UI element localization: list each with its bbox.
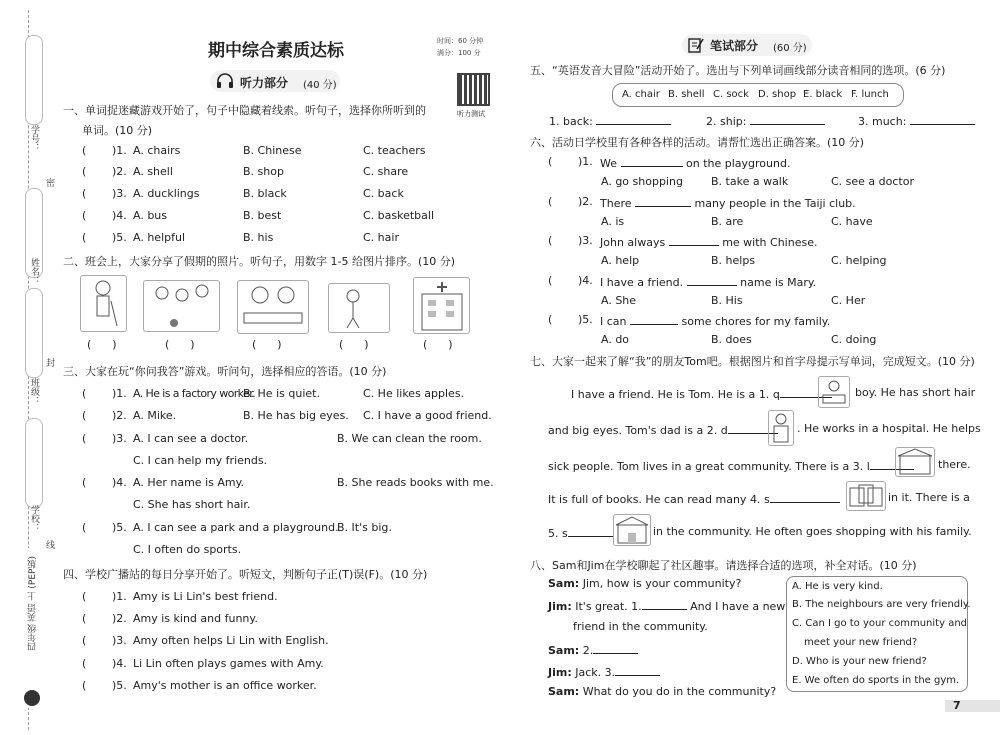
student-no-label: 学号： [29,125,39,152]
s3-paren-4[interactable]: ( [82,476,87,489]
speaker-sam: Sam: [548,577,580,590]
seal-mi: 密 [44,178,54,187]
s6-opt-b-1[interactable]: B. take a walk [711,175,789,188]
s8-line-1 [548,577,741,590]
s1-paren-5[interactable]: ( [82,231,87,244]
exam-score: 满分：100 分 [437,49,481,57]
s1-instruction: 一、单词捉迷藏游戏开始了，句子中隐藏着线索。听句子，选择你所听到的 [63,104,426,117]
s7-line-1 [571,386,832,401]
s5-q3-label: 3. much: [858,115,907,128]
s5-instruction: 五、“英语发音大冒险”活动开始了。选出与下列单词画线部分读音相同的选项。(6 分) [530,64,946,77]
s4-paren-4[interactable]: ( [82,657,87,670]
class-box[interactable] [25,288,43,378]
s6-opt-b-3[interactable]: B. helps [711,254,756,267]
s8-blank-3[interactable] [615,664,660,676]
s5-option-6: F. lunch [851,89,889,100]
s3-num-5: )5. [112,521,127,534]
s7-h2: d [720,424,728,437]
s3-paren-1[interactable]: ( [82,387,87,400]
pencil-note-icon [688,37,704,53]
s6-paren-2[interactable]: ( [548,194,553,208]
qr-caption: 听力测试 [457,110,485,118]
s6-sentence-2 [600,195,856,210]
s4-text-3: Amy often helps Li Lin with English. [133,634,329,647]
s1-num-2: )2. [112,165,127,178]
s3-opt-a-4[interactable]: A. Her name is Amy. [133,476,245,489]
s1-paren-4[interactable]: ( [82,209,87,222]
s3-opt-a-2[interactable]: A. Mike. [133,409,177,422]
s6-opt-c-5[interactable]: C. doing [831,333,877,346]
s4-text-1: Amy is Li Lin's best friend. [133,590,278,603]
s1-opt-a-2[interactable]: A. shell [133,165,173,178]
s1-opt-a-1[interactable]: A. chairs [133,144,181,157]
s6-post-5: some chores for my family. [681,315,831,328]
s6-num-2: )2. [578,194,593,208]
listening-title: 听力部分 [240,76,289,90]
s1-num-3: )3. [112,187,127,200]
s7-n1: 1. [758,388,770,401]
s4-paren-5[interactable]: ( [82,679,87,692]
s5-option-2: B. shell [668,89,705,100]
s7-l4b: in it. There is a [888,491,970,504]
s8-instruction: 八、Sam和Jim在学校聊起了社区趣事。请选择合适的选项，补全对话。(10 分) [530,559,917,572]
student-no-box[interactable] [25,35,43,125]
s5-option-4: D. shop [758,89,797,100]
s8-option-2: B. The neighbours are very friendly. [792,599,971,610]
s6-post-2: many people in the Taiji club. [694,196,856,210]
s5-q2-blank[interactable] [750,113,825,125]
s8-option-6: E. We often do sports in the gym. [792,675,960,686]
s5-q2-label: 2. ship: [706,115,747,128]
picture-supermarket [613,514,651,546]
s6-opt-c-4[interactable]: C. Her [831,293,866,307]
s8-d2n: 1. [631,600,642,613]
s1-opt-b-1[interactable]: B. Chinese [243,144,302,157]
s6-instruction: 六、活动日学校里有各种各样的活动。请帮忙选出正确答案。(10 分) [530,136,865,149]
s8-d2b: And I have a new [690,600,786,613]
s7-l5b: in the community. He often goes shopping with his family. [653,525,972,538]
s1-opt-a-4[interactable]: A. bus [133,209,168,222]
s3-opt-c-5[interactable]: C. I often do sports. [133,543,242,556]
s3-opt-c-4[interactable]: C. She has short hair. [133,498,251,511]
s8-d4: Jack. 3. [575,666,616,679]
s8-line-5 [548,685,776,698]
s7-h5: s [562,527,568,540]
s3-opt-a-3[interactable]: A. I can see a doctor. [133,432,249,445]
s1-num-4: )4. [112,209,127,222]
speaker-sam-2: Sam: [548,644,580,657]
s5-q3-blank[interactable] [910,113,975,125]
speaker-sam-3: Sam: [548,685,580,698]
s6-pre-2: There [600,196,632,210]
s7-l1b: boy. He has short hair [855,386,976,399]
s4-num-1: )1. [112,590,127,603]
s6-opt-a-2[interactable]: A. is [601,214,625,228]
s6-num-4: )4. [578,273,593,287]
binding-label: 四年级 英语 上 (PEP版) [28,556,38,652]
s3-opt-b-1[interactable]: B. He is quiet. [243,387,320,400]
picture-hospital [413,277,470,334]
s6-opt-b-4[interactable]: B. His [711,293,743,307]
picture-doctor [768,410,794,446]
s1-opt-a-5[interactable]: A. helpful [133,231,186,244]
s7-blank-5[interactable] [568,525,613,537]
s6-pre-5: I can [600,315,627,328]
s4-num-3: )3. [112,634,127,647]
s4-num-4: )4. [112,657,127,670]
s6-num-5: )5. [578,313,593,326]
s3-instruction: 三、大家在玩“你问我答”游戏。听问句，选择相应的答语。(10 分) [63,365,387,378]
s7-l3a: sick people. Tom lives in a great community. There is a [548,460,850,473]
s7-h1: q [772,388,780,401]
s5-q1[interactable] [549,113,671,128]
s6-pre-3: John always [600,236,666,249]
s6-sentence-3 [600,234,817,249]
s1-paren-3[interactable]: ( [82,187,87,200]
picture-walking [328,283,390,333]
s6-sentence-5 [600,313,830,328]
s8-option-5: D. Who is your new friend? [792,656,927,667]
s1-num-1: )1. [112,144,127,157]
s7-blank-4[interactable] [770,491,840,503]
s1-opt-b-4[interactable]: B. best [243,209,282,222]
s7-h4: s [763,493,770,506]
s1-opt-a-3[interactable]: A. ducklings [133,187,200,200]
s5-q2[interactable] [706,113,825,128]
picture-reading [237,280,309,334]
writing-title: 笔试部分 [710,39,759,53]
s7-n2: 2. [706,424,718,437]
class-label: 班级： [29,378,39,405]
s3-paren-5[interactable]: ( [82,521,87,534]
s6-blank-2[interactable] [635,195,691,207]
s4-paren-3[interactable]: ( [82,634,87,647]
s1-paren-1[interactable]: ( [82,144,87,157]
picture-storybooks [846,481,886,511]
s3-opt-b-4[interactable]: B. She reads books with me. [337,476,494,489]
s1-opt-b-5[interactable]: B. his [243,231,274,244]
s7-instruction: 七、大家一起来了解“我”的朋友Tom吧。根据图片和首字母提示写单词，完成短文。(10 分) [530,355,975,368]
s6-opt-c-1[interactable]: C. see a doctor [831,175,914,188]
s7-line-2 [548,422,778,437]
s5-q3[interactable] [858,113,975,128]
qr-code[interactable] [457,73,490,106]
s6-num-1: )1. [578,155,593,168]
s4-instruction: 四、学校广播站的每日分享开始了。听短文，判断句子正(T)误(F)。(10 分) [63,568,428,581]
s6-opt-a-4[interactable]: A. She [601,293,637,307]
speaker-jim: Jim: [548,600,572,613]
s7-l2b: . He works in a hospital. He helps [797,422,981,435]
picture-quiet-boy [818,376,850,408]
picture-library [895,447,935,477]
s3-num-1: )1. [112,387,127,400]
s3-opt-c-1[interactable]: C. He likes apples. [363,387,465,400]
s7-l1a: I have a friend. He is Tom. He is a [571,388,756,401]
s6-num-3: )3. [578,234,593,247]
seal-feng: 封 [44,358,54,367]
exam-time: 时间：60 分钟 [437,37,484,45]
s6-post-1: on the playground. [686,157,791,170]
s6-opt-a-5[interactable]: A. do [601,333,630,346]
s7-l3b: there. [938,458,971,471]
s1-opt-c-5[interactable]: C. hair [363,231,399,244]
s8-option-4: meet your new friend? [804,637,918,648]
s3-opt-c-2[interactable]: C. I have a good friend. [363,409,492,422]
s3-opt-c-3[interactable]: C. I can help my friends. [133,454,268,467]
page-number: 7 [953,699,961,712]
s6-opt-c-2[interactable]: C. have [831,214,873,228]
s3-opt-b-2[interactable]: B. He has big eyes. [243,409,349,422]
s6-opt-c-3[interactable]: C. helping [831,254,887,267]
s4-num-2: )2. [112,612,127,625]
s8-d2a: It's great. [575,600,628,613]
s7-n4: 4. [749,493,761,506]
s1-opt-c-2[interactable]: C. share [363,165,409,178]
s3-opt-a-1[interactable]: A. He is a factory worker. [133,387,256,400]
s6-opt-b-5[interactable]: B. does [711,333,752,346]
s1-instruction-2: 单词。(10 分) [82,124,153,137]
logo-icon [24,690,40,706]
s1-opt-b-2[interactable]: B. shop [243,165,284,178]
s6-paren-4[interactable]: ( [548,273,553,287]
s7-line-3 [548,458,914,473]
s6-paren-5[interactable]: ( [548,313,553,326]
s4-num-5: )5. [112,679,127,692]
s6-sentence-1 [600,155,790,170]
s8-d1: Jim, how is your community? [582,577,742,590]
s6-paren-3[interactable]: ( [548,234,553,247]
s1-opt-c-1[interactable]: C. teachers [363,144,426,157]
s6-opt-a-3[interactable]: A. help [601,254,640,267]
s2-answer-2[interactable]: ( ) [165,338,195,351]
s2-answer-4[interactable]: ( ) [339,338,369,351]
s7-n5: 5. [548,527,559,540]
s6-blank-1[interactable] [621,155,683,167]
s2-answer-1[interactable]: ( ) [87,338,117,351]
s8-line-2 [548,598,785,613]
s5-option-1: A. chair [622,89,660,100]
school-box[interactable] [25,418,43,508]
page-title: 期中综合素质达标 [208,41,344,61]
s2-answer-5[interactable]: ( ) [423,338,453,351]
s6-blank-5[interactable] [630,313,678,325]
writing-points: (60 分) [773,43,807,54]
s2-instruction: 二、班会上，大家分享了假期的照片。听句子，用数字 1-5 给图片排序。(10 分) [63,255,456,268]
s4-paren-2[interactable]: ( [82,612,87,625]
s3-opt-b-5[interactable]: B. It's big. [337,521,392,534]
s1-num-5: )5. [112,231,127,244]
s8-blank-1[interactable] [642,598,687,610]
s6-blank-4[interactable] [687,274,737,286]
s1-paren-2[interactable]: ( [82,165,87,178]
s7-line-5 [548,525,613,540]
speaker-jim-2: Jim: [548,666,572,679]
s6-post-4: name is Mary. [740,275,817,289]
name-label: 姓名： [29,258,39,285]
s7-line-4 [548,491,840,506]
s4-text-5: Amy's mother is an office worker. [133,679,317,692]
headphones-icon [216,73,234,89]
s8-d2c: friend in the community. [573,620,708,633]
s3-paren-3[interactable]: ( [82,432,87,445]
s3-opt-a-5[interactable]: A. I can see a park and a playground. [133,521,339,534]
s5-option-5: E. black [803,89,843,100]
picture-sweeping [80,275,127,332]
picture-football [143,280,220,332]
s7-n3: 3. [852,460,864,473]
s8-line-4 [548,664,660,679]
s8-d3: 2. [582,644,594,657]
s3-num-3: )3. [112,432,127,445]
s3-num-2: )2. [112,409,127,422]
s8-line-3 [548,642,638,657]
s6-opt-a-1[interactable]: A. go shopping [601,175,683,188]
listening-points: (40 分) [303,80,337,91]
s4-text-4: Li Lin often plays games with Amy. [133,657,324,670]
s4-paren-1[interactable]: ( [82,590,87,603]
s1-opt-b-3[interactable]: B. black [243,187,287,200]
s2-answer-3[interactable]: ( ) [252,338,282,351]
s5-q1-blank[interactable] [596,113,671,125]
s3-num-4: )4. [112,476,127,489]
s8-d5: What do you do in the community? [582,685,777,698]
s6-sentence-4 [600,274,816,289]
s3-opt-b-3[interactable]: B. We can clean the room. [337,432,482,445]
seal-xian: 线 [44,540,54,549]
s1-opt-c-3[interactable]: C. back [363,187,404,200]
s4-text-2: Amy is kind and funny. [133,612,258,625]
s6-blank-3[interactable] [669,234,719,246]
s8-option-3: C. Can I go to your community and [792,618,968,629]
school-label: 学校： [29,505,39,532]
s6-paren-1[interactable]: ( [548,155,553,168]
s8-option-1: A. He is very kind. [792,581,883,592]
s7-l4a: It is full of books. He can read many [548,493,747,506]
s7-l2a: and big eyes. Tom's dad is a [548,424,704,437]
s5-q1-label: 1. back: [549,115,593,128]
s5-option-3: C. sock [713,89,749,100]
s6-pre-1: We [600,157,617,170]
s6-post-3: me with Chinese. [722,236,818,249]
s1-opt-c-4[interactable]: C. basketball [363,209,435,222]
s6-opt-b-2[interactable]: B. are [711,214,744,228]
s8-blank-2[interactable] [593,642,638,654]
s3-paren-2[interactable]: ( [82,409,87,422]
s6-pre-4: I have a friend. [600,275,684,289]
s7-h3: l [866,460,870,473]
